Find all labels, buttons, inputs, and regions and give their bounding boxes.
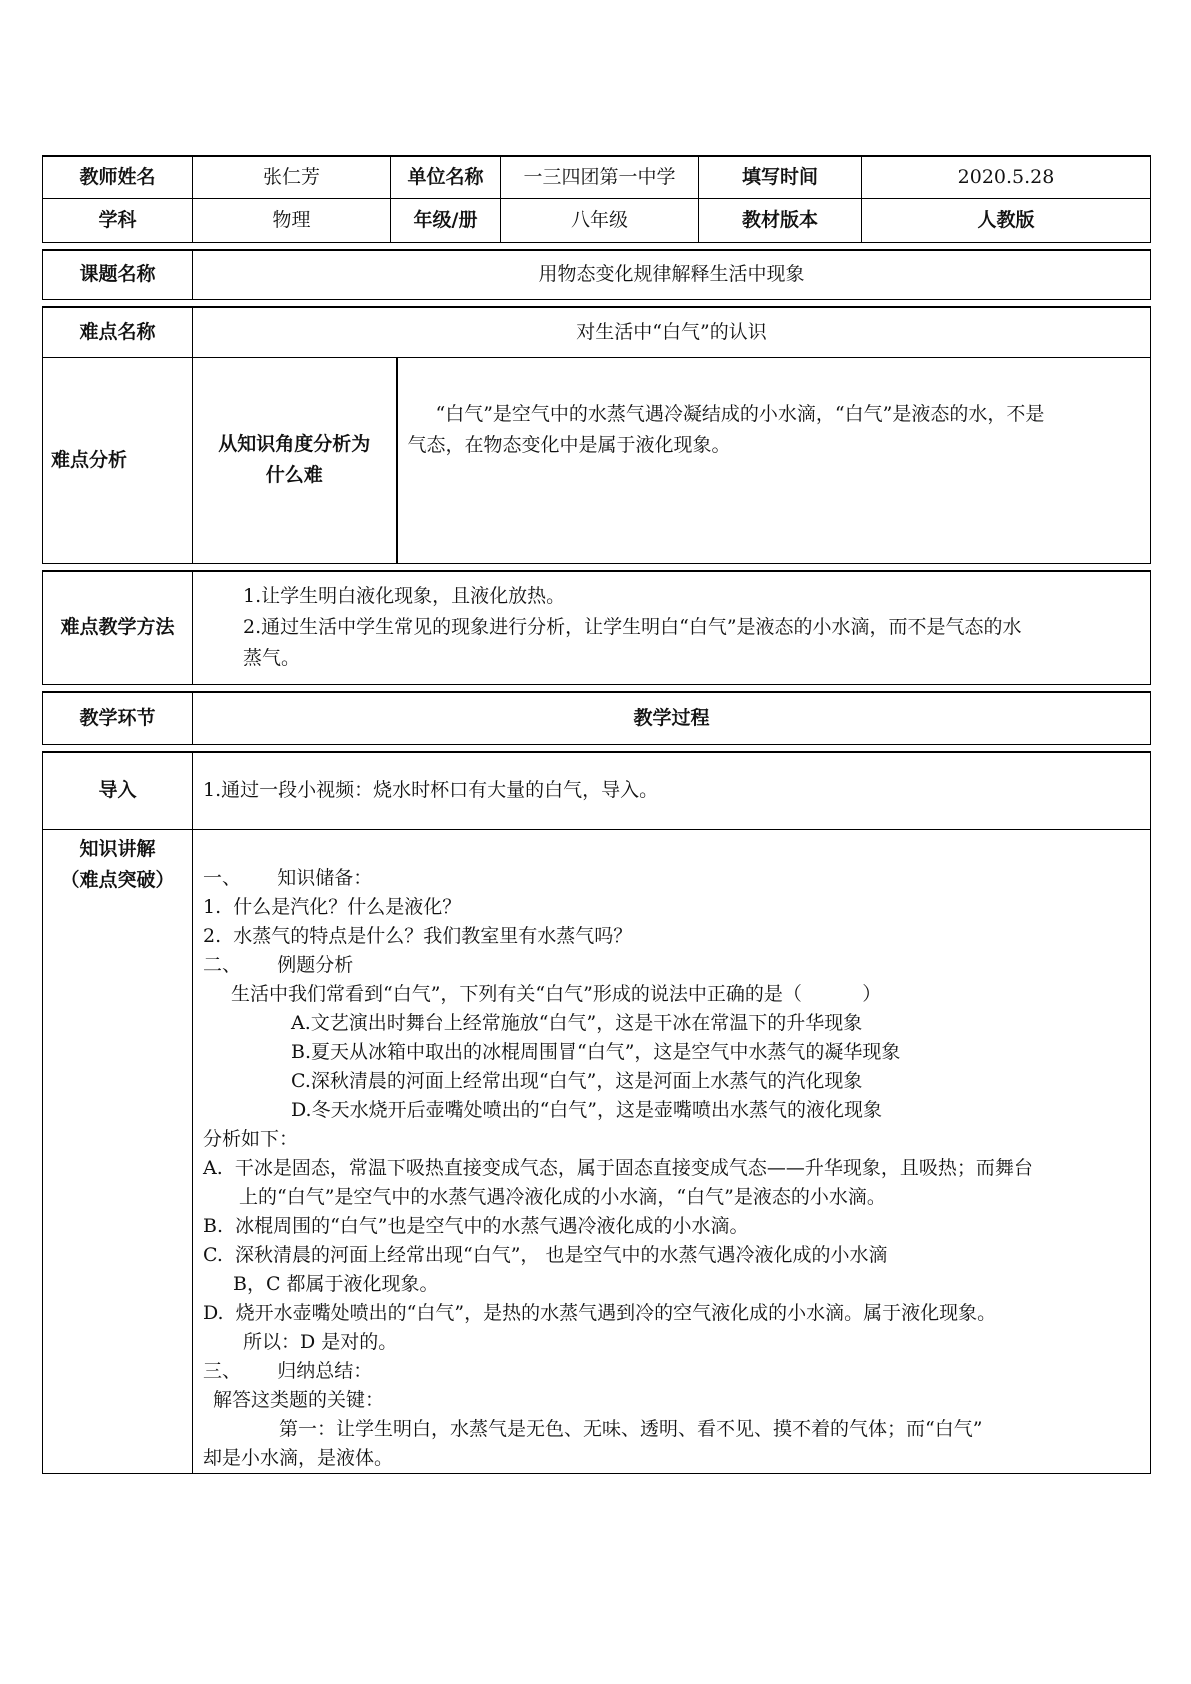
method-line3: 蒸气。 bbox=[243, 647, 301, 670]
analysis-text-line2: 气态，在物态变化中是属于液化现象。 bbox=[407, 434, 731, 456]
knowledge-line: A.文艺演出时舞台上经常施放“白气”，这是干冰在常温下的升华现象 bbox=[291, 1012, 863, 1034]
knowledge-line: D.冬天水烧开后壶嘴处喷出的“白气”，这是壶嘴喷出水蒸气的液化现象 bbox=[291, 1099, 883, 1121]
method-label: 难点教学方法 bbox=[43, 571, 193, 685]
knowledge-line: 上的“白气”是空气中的水蒸气遇冷液化成的小水滴，“白气”是液态的小水滴。 bbox=[239, 1186, 886, 1208]
knowledge-line: 一、 知识储备： bbox=[203, 867, 373, 889]
topic-label: 课题名称 bbox=[43, 250, 193, 300]
knowledge-label bbox=[43, 830, 193, 1474]
analysis-sublabel-line2: 什么难 bbox=[265, 464, 323, 486]
teacher-name-label: 教师姓名 bbox=[43, 156, 193, 198]
stage-header-label: 教学环节 bbox=[43, 692, 193, 744]
knowledge-line: D. 烧开水壶嘴处喷出的“白气”，是热的水蒸气遇到冷的空气液化成的小水滴。属于液化现象。 bbox=[203, 1302, 997, 1324]
knowledge-line: C. 深秋清晨的河面上经常出现“白气”， 也是空气中的水蒸气遇冷液化成的小水滴 bbox=[203, 1244, 888, 1266]
lesson-plan-document bbox=[42, 155, 1151, 1474]
knowledge-line: 生活中我们常看到“白气”，下列有关“白气”形成的说法中正确的是（ ） bbox=[231, 983, 882, 1005]
knowledge-line: 第一：让学生明白，水蒸气是无色、无味、透明、看不见、摸不着的气体；而“白气” bbox=[279, 1418, 983, 1440]
analysis-sublabel-line1: 从知识角度分析为 bbox=[218, 433, 371, 455]
knowledge-line: C.深秋清晨的河面上经常出现“白气”，这是河面上水蒸气的汽化现象 bbox=[291, 1070, 863, 1092]
fill-date-label: 填写时间 bbox=[699, 156, 862, 198]
grade-value: 八年级 bbox=[501, 198, 699, 242]
intro-label: 导入 bbox=[43, 752, 193, 830]
knowledge-line: B. 冰棍周围的“白气”也是空气中的水蒸气遇冷液化成的小水滴。 bbox=[203, 1215, 749, 1237]
method-line1: 1.让学生明白液化现象，且液化放热。 bbox=[243, 585, 566, 608]
intro-table bbox=[42, 751, 1151, 1475]
knowledge-label-line2: （难点突破） bbox=[60, 869, 175, 891]
main-table bbox=[42, 249, 1151, 301]
subject-value: 物理 bbox=[193, 198, 391, 242]
difficulty-label: 难点名称 bbox=[43, 307, 193, 357]
knowledge-line: 1. 什么是汽化？什么是液化？ bbox=[203, 896, 462, 918]
edition-value: 人教版 bbox=[862, 198, 1151, 242]
intro-text: 1.通过一段小视频：烧水时杯口有大量的白气，导入。 bbox=[193, 752, 1151, 830]
knowledge-line: 解答这类题的关键： bbox=[213, 1389, 385, 1411]
knowledge-line: B，C 都属于液化现象。 bbox=[233, 1273, 439, 1295]
method-line2: 2.通过生活中学生常见的现象进行分析，让学生明白“白气”是液态的小水滴，而不是气态的水 bbox=[243, 616, 1022, 639]
analysis-label: 难点分析 bbox=[43, 357, 193, 563]
fill-date-value: 2020.5.28 bbox=[862, 156, 1151, 198]
knowledge-label-line1: 知识讲解 bbox=[79, 838, 156, 860]
knowledge-line: 二、 例题分析 bbox=[203, 954, 354, 976]
knowledge-line: 所以：D 是对的。 bbox=[243, 1331, 398, 1353]
knowledge-line: 2. 水蒸气的特点是什么？我们教室里有水蒸气吗？ bbox=[203, 925, 633, 947]
knowledge-content bbox=[193, 830, 1151, 1474]
knowledge-line: 分析如下： bbox=[203, 1128, 299, 1150]
unit-name-value: 一三四团第一中学 bbox=[501, 156, 699, 198]
grade-label: 年级/册 bbox=[391, 198, 501, 242]
method-text bbox=[193, 571, 1151, 685]
knowledge-line: 三、 归纳总结： bbox=[203, 1360, 373, 1382]
header-table bbox=[42, 155, 1151, 243]
teacher-name-value: 张仁芳 bbox=[193, 156, 391, 198]
difficulty-value: 对生活中“白气”的认识 bbox=[193, 307, 1151, 357]
knowledge-line: 却是小水滴，是液体。 bbox=[203, 1447, 394, 1469]
analysis-sublabel bbox=[193, 357, 397, 563]
topic-value: 用物态变化规律解释生活中现象 bbox=[193, 250, 1151, 300]
subject-label: 学科 bbox=[43, 198, 193, 242]
analysis-text bbox=[397, 357, 1151, 563]
analysis-text-line1: “白气”是空气中的水蒸气遇冷凝结成的小水滴，“白气”是液态的水，不是 bbox=[435, 403, 1045, 425]
steps-table bbox=[42, 691, 1151, 745]
edition-label: 教材版本 bbox=[699, 198, 862, 242]
difficulty-table bbox=[42, 306, 1151, 564]
process-header-label: 教学过程 bbox=[193, 692, 1151, 744]
process-table bbox=[42, 570, 1151, 686]
knowledge-line: B.夏天从冰箱中取出的冰棍周围冒“白气”，这是空气中水蒸气的凝华现象 bbox=[291, 1041, 901, 1063]
unit-name-label: 单位名称 bbox=[391, 156, 501, 198]
knowledge-line: A. 干冰是固态，常温下吸热直接变成气态，属于固态直接变成气态——升华现象，且吸热；而舞台 bbox=[203, 1157, 1033, 1179]
